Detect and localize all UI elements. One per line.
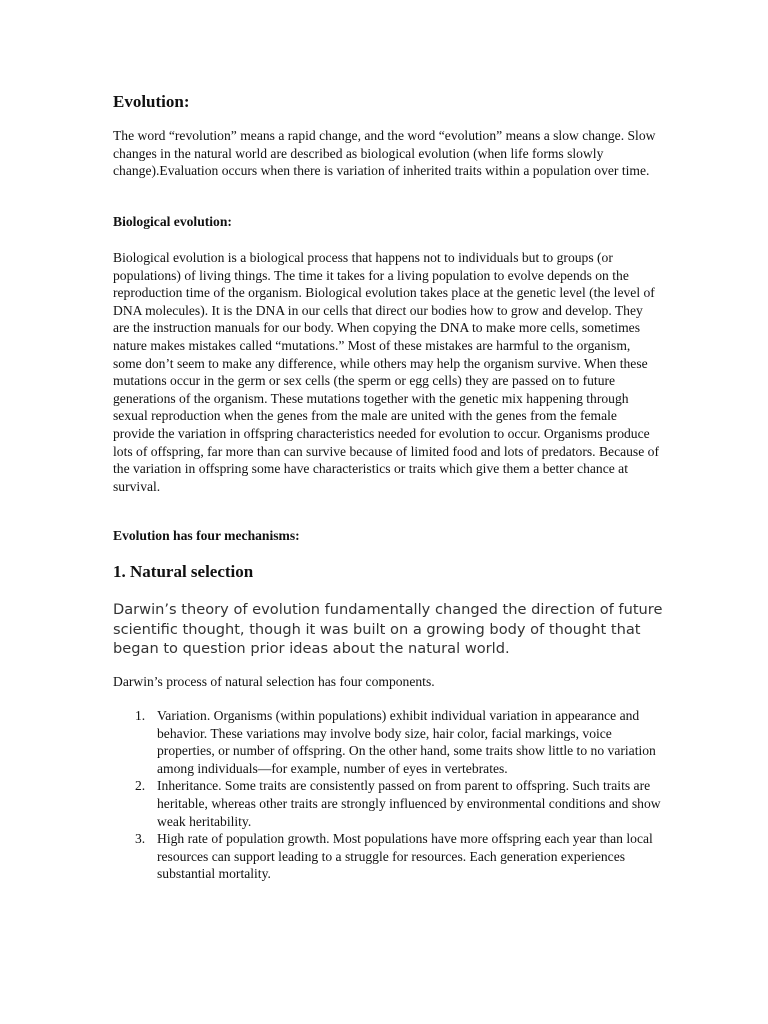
intro-paragraph: The word “revolution” means a rapid change, and the word “evolution” means a slow change. Slow changes in the natural world are described as biological evolution (when life forms slowly change).Evaluation occurs when there is variation of inherited traits within a population over time. <box>113 128 656 179</box>
list-text: Inheritance. Some traits are consistently passed on from parent to offspring. Such traits are heritable, whereas other traits are strongly influenced by environmental conditions and show weak heritability. <box>157 778 661 829</box>
list-number: 2. <box>135 778 146 794</box>
section-heading-natural-selection: 1. Natural selection <box>113 562 254 581</box>
components-list <box>113 707 663 883</box>
list-number: 1. <box>135 708 146 723</box>
components-intro: Darwin’s process of natural selection has four components. <box>113 674 435 689</box>
bio-heading: Biological evolution: <box>113 214 232 229</box>
mechanisms-heading: Evolution has four mechanisms: <box>113 528 300 543</box>
list-item <box>113 777 663 830</box>
list-text: High rate of population growth. Most populations have more offspring each year than local resources can support leading to a struggle for resources. Each generation experiences substantial mortality. <box>157 831 653 882</box>
darwin-quote: Darwin’s theory of evolution fundamentally changed the direction of future scientific thought, though it was built on a growing body of thought that began to question prior ideas about the natural world. <box>113 601 663 657</box>
bio-paragraph: Biological evolution is a biological process that happens not to individuals but to groups (or populations) of living things. The time it takes for a living population to evolve depends on the reproduction time of the organism. Biological evolution takes place at the genetic level (the level of DNA molecules). It is the DNA in our cells that direct our bodies how to grow and develop. They are the instruction manuals for our body. When copying the DNA to make more cells, sometimes nature makes mistakes called “mutations.” Most of these mistakes are harmful to the organism, some don’t seem to make any difference, while others may help the organism survive. When these mutations occur in the germ or sex cells (the sperm or egg cells) they are passed on to future generations of the organism. These mutations together with the genetic mix happening through sexual reproduction when the genes from the male are united with the genes from the female provide the variation in offspring characteristics needed for evolution to occur. Organisms produce lots of offspring, far more than can survive because of limited food and lots of predators. Because of the variation in offspring some have characteristics or traits which give them a better chance at survival. <box>113 250 659 494</box>
list-text: Variation. Organisms (within populations) exhibit individual variation in appearance and behavior. These variations may involve body size, hair color, facial markings, voice properties, or number of offspring. On the other hand, some traits show little to no variation among individuals—for example, number of eyes in vertebrates. <box>157 708 656 776</box>
list-number: 3. <box>135 831 146 847</box>
page-title: Evolution: <box>113 92 190 111</box>
list-item <box>113 707 663 777</box>
list-item <box>113 830 663 883</box>
